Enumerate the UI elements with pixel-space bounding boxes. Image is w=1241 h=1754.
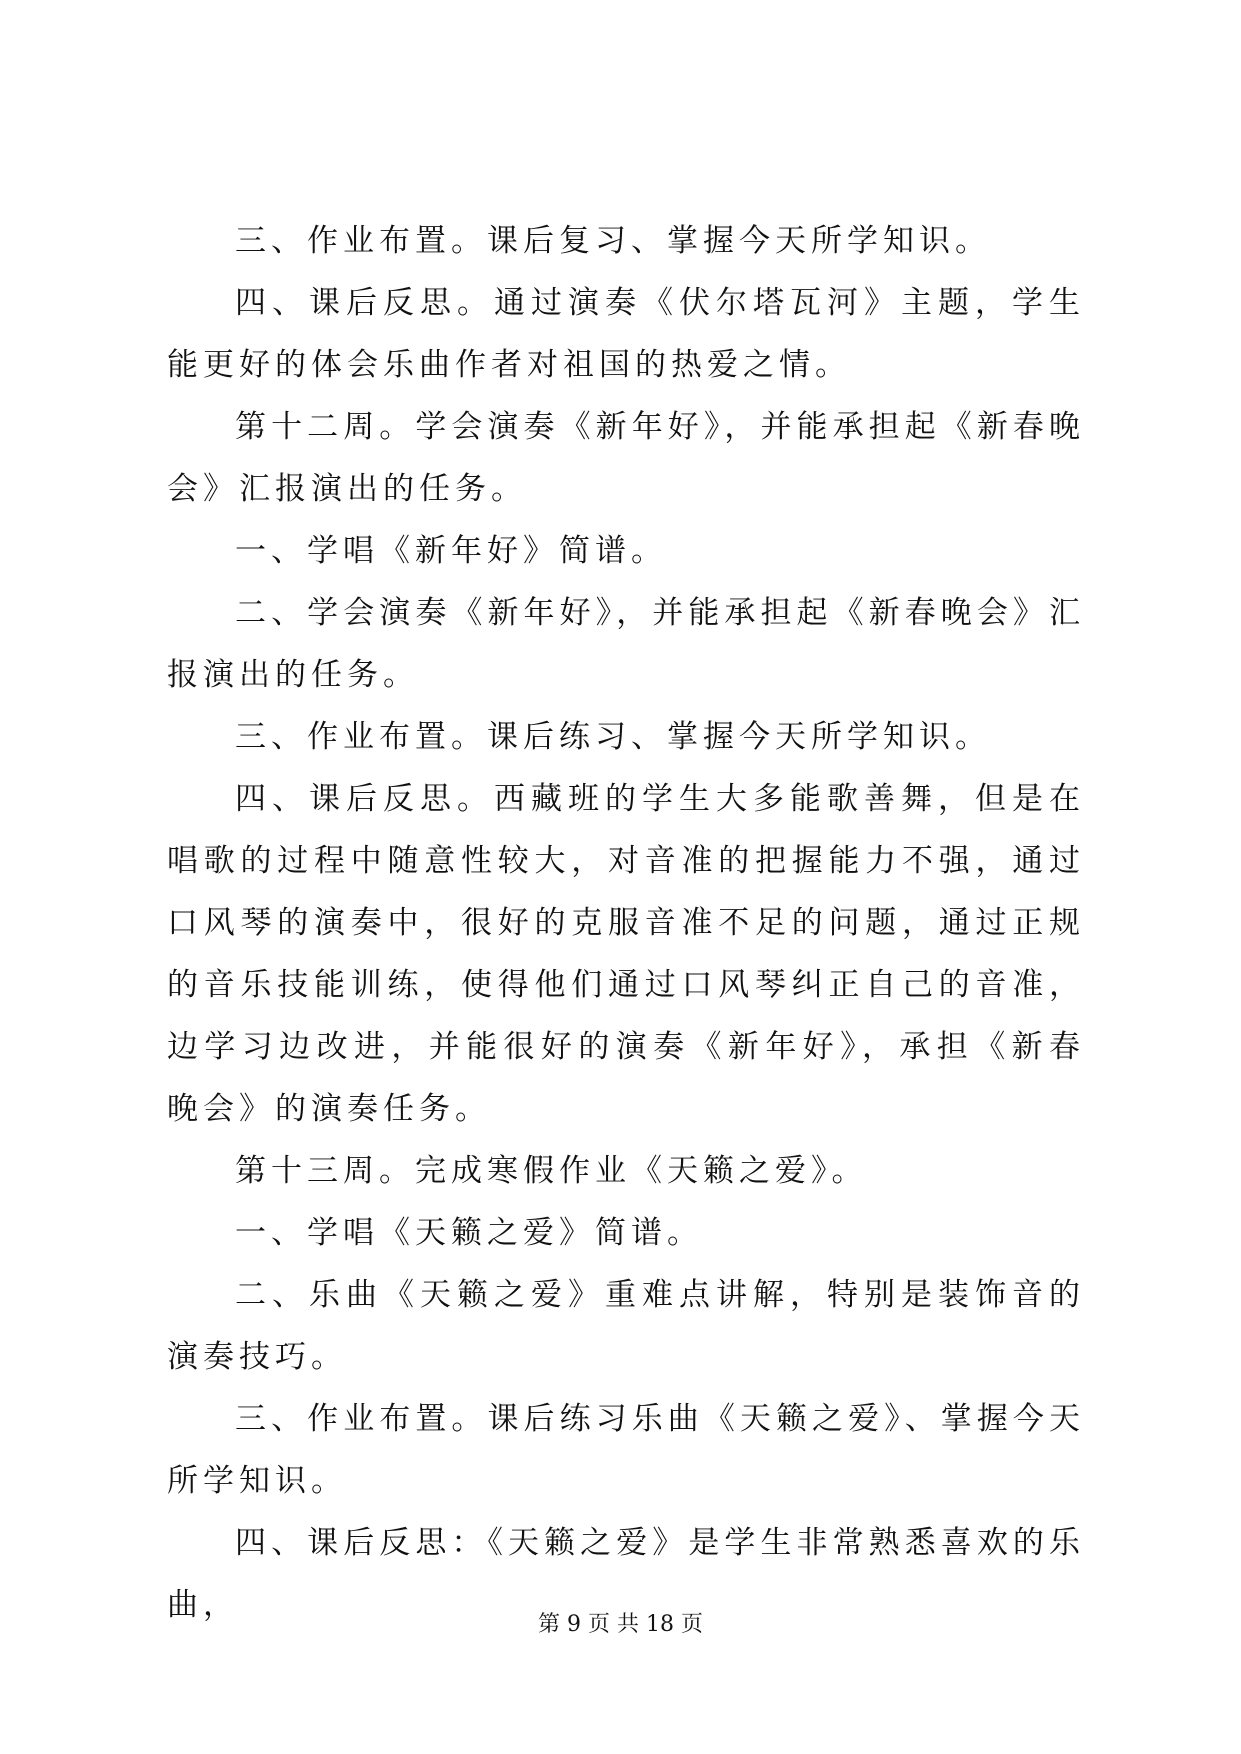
paragraph: 第十三周。完成寒假作业《天籁之爱》。 [235, 1153, 868, 1189]
paragraph: 四、课后反思。通过演奏《伏尔塔瓦河》主题，学生能更好的体会乐曲作者对祖国的热爱之情。 [167, 285, 1085, 383]
paragraph: 三、作业布置。课后练习、掌握今天所学知识。 [235, 719, 991, 755]
paragraph: 第十二周。学会演奏《新年好》，并能承担起《新春晚会》汇报演出的任务。 [167, 409, 1085, 507]
paragraph: 三、作业布置。课后复习、掌握今天所学知识。 [235, 223, 991, 259]
page-number-footer: 第 9 页 共 18 页 [538, 1612, 703, 1637]
paragraph: 三、作业布置。课后练习乐曲《天籁之爱》、掌握今天所学知识。 [167, 1401, 1085, 1499]
paragraph: 一、学唱《新年好》简谱。 [235, 533, 667, 569]
paragraph: 四、课后反思：《天籁之爱》是学生非常熟悉喜欢的乐曲， [167, 1525, 1085, 1623]
paragraph: 一、学唱《天籁之爱》简谱。 [235, 1215, 703, 1251]
paragraph: 二、学会演奏《新年好》，并能承担起《新春晚会》汇报演出的任务。 [167, 595, 1085, 693]
paragraph: 四、课后反思。西藏班的学生大多能歌善舞，但是在唱歌的过程中随意性较大，对音准的把握能力不强，通过口风琴的演奏中，很好的克服音准不足的问题，通过正规的音乐技能训练，使得他们通过口风琴纠正自己的音准，边学习边改进，并能很好的演奏《新年好》，承担《新春晚会》的演奏任务。 [167, 781, 1085, 1127]
body-text [167, 210, 1085, 1636]
paragraph: 二、乐曲《天籁之爱》重难点讲解，特别是装饰音的演奏技巧。 [167, 1277, 1085, 1375]
